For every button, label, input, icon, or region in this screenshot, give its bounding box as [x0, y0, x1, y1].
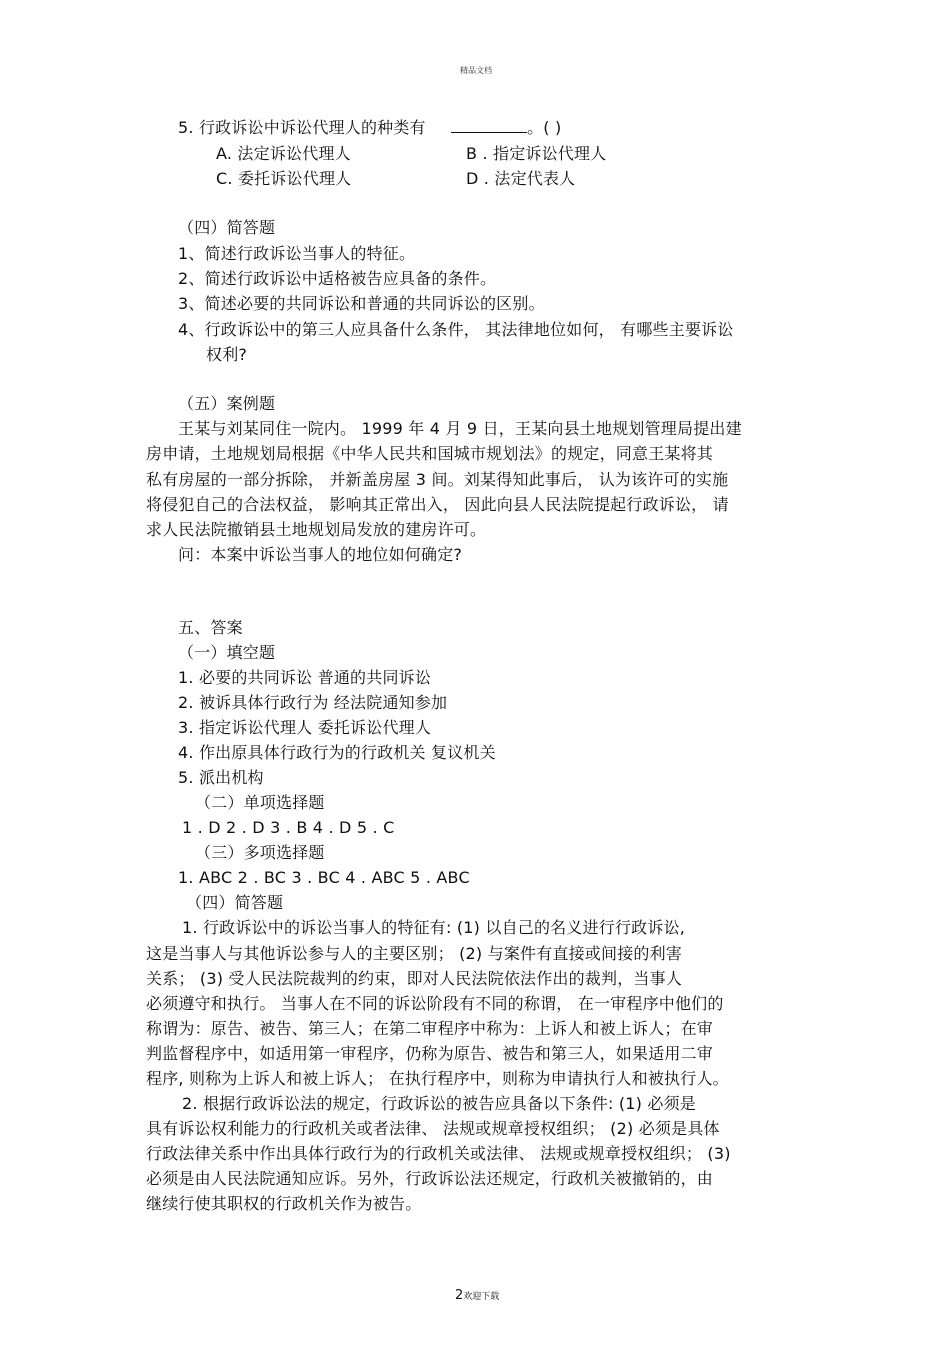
answer-paragraph-line: 继续行使其职权的行政机关作为被告。 [146, 1194, 422, 1213]
answer-paragraph-line: 1. 行政诉讼中的诉讼当事人的特征有: (1) 以自己的名义进行行政诉讼, [182, 918, 686, 937]
answer-paragraph-line: 行政法律关系中作出具体行政行为的行政机关或法律、 法规或规章授权组织； (3) [146, 1144, 731, 1163]
short-answer-item: 4、行政诉讼中的第三人应具备什么条件， 其法律地位如何， 有哪些主要诉讼 [178, 320, 734, 339]
case-line: 房申请，土地规划局根据《中华人民共和国城市规划法》的规定，同意王某将其 [146, 444, 714, 463]
short-answer-key-heading: （四）简答题 [186, 893, 284, 912]
case-line: 王某与刘某同住一院内。 1999 年 4 月 9 日，王某向县土地规划管理局提出建 [178, 419, 742, 438]
multi-choice-answers: 1. ABC 2 . BC 3 . BC 4 . ABC 5 . ABC [178, 868, 470, 887]
case-line: 私有房屋的一部分拆除， 并新盖房屋 3 间。刘某得知此事后， 认为该许可的实施 [146, 470, 729, 489]
footer-text: 欢迎下载 [463, 1292, 500, 1302]
answers-heading: 五、答案 [178, 618, 243, 637]
multi-choice-heading: （三）多项选择题 [195, 843, 325, 862]
option-d: D . 法定代表人 [466, 169, 576, 188]
page-footer [455, 1290, 499, 1303]
short-answer-item: 1、简述行政诉讼当事人的特征。 [178, 244, 416, 263]
fill-answer: 3. 指定诉讼代理人 委托诉讼代理人 [178, 718, 432, 737]
answer-paragraph-line: 称谓为：原告、被告、第三人；在第二审程序中称为：上诉人和被上诉人；在审 [146, 1019, 714, 1038]
fill-answer: 4. 作出原具体行政行为的行政机关 复议机关 [178, 743, 496, 762]
fill-heading: （一）填空题 [178, 643, 276, 662]
answer-paragraph-line: 必须遵守和执行。 当事人在不同的诉讼阶段有不同的称谓， 在一审程序中他们的 [146, 994, 724, 1013]
short-answer-item: 2、简述行政诉讼中适格被告应具备的条件。 [178, 269, 497, 288]
answer-paragraph-line: 关系； (3) 受人民法院裁判的约束，即对人民法院依法作出的裁判，当事人 [146, 969, 683, 988]
answer-paragraph-line: 2. 根据行政诉讼法的规定，行政诉讼的被告应具备以下条件: (1) 必须是 [182, 1094, 696, 1113]
case-question: 问：本案中诉讼当事人的地位如何确定? [178, 545, 463, 564]
answer-paragraph-line: 判监督程序中，如适用第一审程序，仍称为原告、被告和第三人，如果适用二审 [146, 1044, 714, 1063]
answer-paragraph-line: 程序, 则称为上诉人和被上诉人； 在执行程序中，则称为申请执行人和被执行人。 [146, 1069, 729, 1088]
answer-paragraph-line: 具有诉讼权利能力的行政机关或者法律、 法规或规章授权组织； (2) 必须是具体 [146, 1119, 720, 1138]
answer-paragraph-line: 这是当事人与其他诉讼参与人的主要区别； (2) 与案件有直接或间接的利害 [146, 944, 683, 963]
case-line: 求人民法院撤销县土地规划局发放的建房许可。 [146, 520, 487, 539]
case-line: 将侵犯自己的合法权益， 影响其正常出入， 因此向县人民法院提起行政诉讼， 请 [146, 495, 729, 514]
single-choice-heading: （二）单项选择题 [195, 793, 325, 812]
option-c: C. 委托诉讼代理人 [216, 169, 352, 188]
fill-answer: 1. 必要的共同诉讼 普通的共同诉讼 [178, 668, 432, 687]
fill-answer: 2. 被诉具体行政行为 经法院通知参加 [178, 693, 448, 712]
answer-paragraph-line: 必须是由人民法院通知应诉。另外，行政诉讼法还规定，行政机关被撤销的，由 [146, 1169, 714, 1188]
option-a: A. 法定诉讼代理人 [216, 144, 351, 163]
case-heading: （五）案例题 [178, 394, 276, 413]
fill-answer: 5. 派出机构 [178, 768, 264, 787]
page-header: 精品文档 [460, 66, 492, 75]
page-number: 2 [455, 1288, 464, 1303]
question-5-stem [178, 118, 561, 138]
single-choice-answers: 1 . D 2 . D 3 . B 4 . D 5 . C [182, 818, 395, 837]
question-5-text: 5. 行政诉讼中诉讼代理人的种类有 [178, 118, 426, 137]
short-answer-heading: （四）简答题 [178, 218, 276, 237]
answer-blank [451, 118, 527, 133]
short-answer-item: 3、简述必要的共同诉讼和普通的共同诉讼的区别。 [178, 294, 545, 313]
short-answer-item-cont: 权利? [206, 345, 248, 364]
option-b: B . 指定诉讼代理人 [466, 144, 607, 163]
answer-paren: 。( ) [527, 118, 562, 137]
